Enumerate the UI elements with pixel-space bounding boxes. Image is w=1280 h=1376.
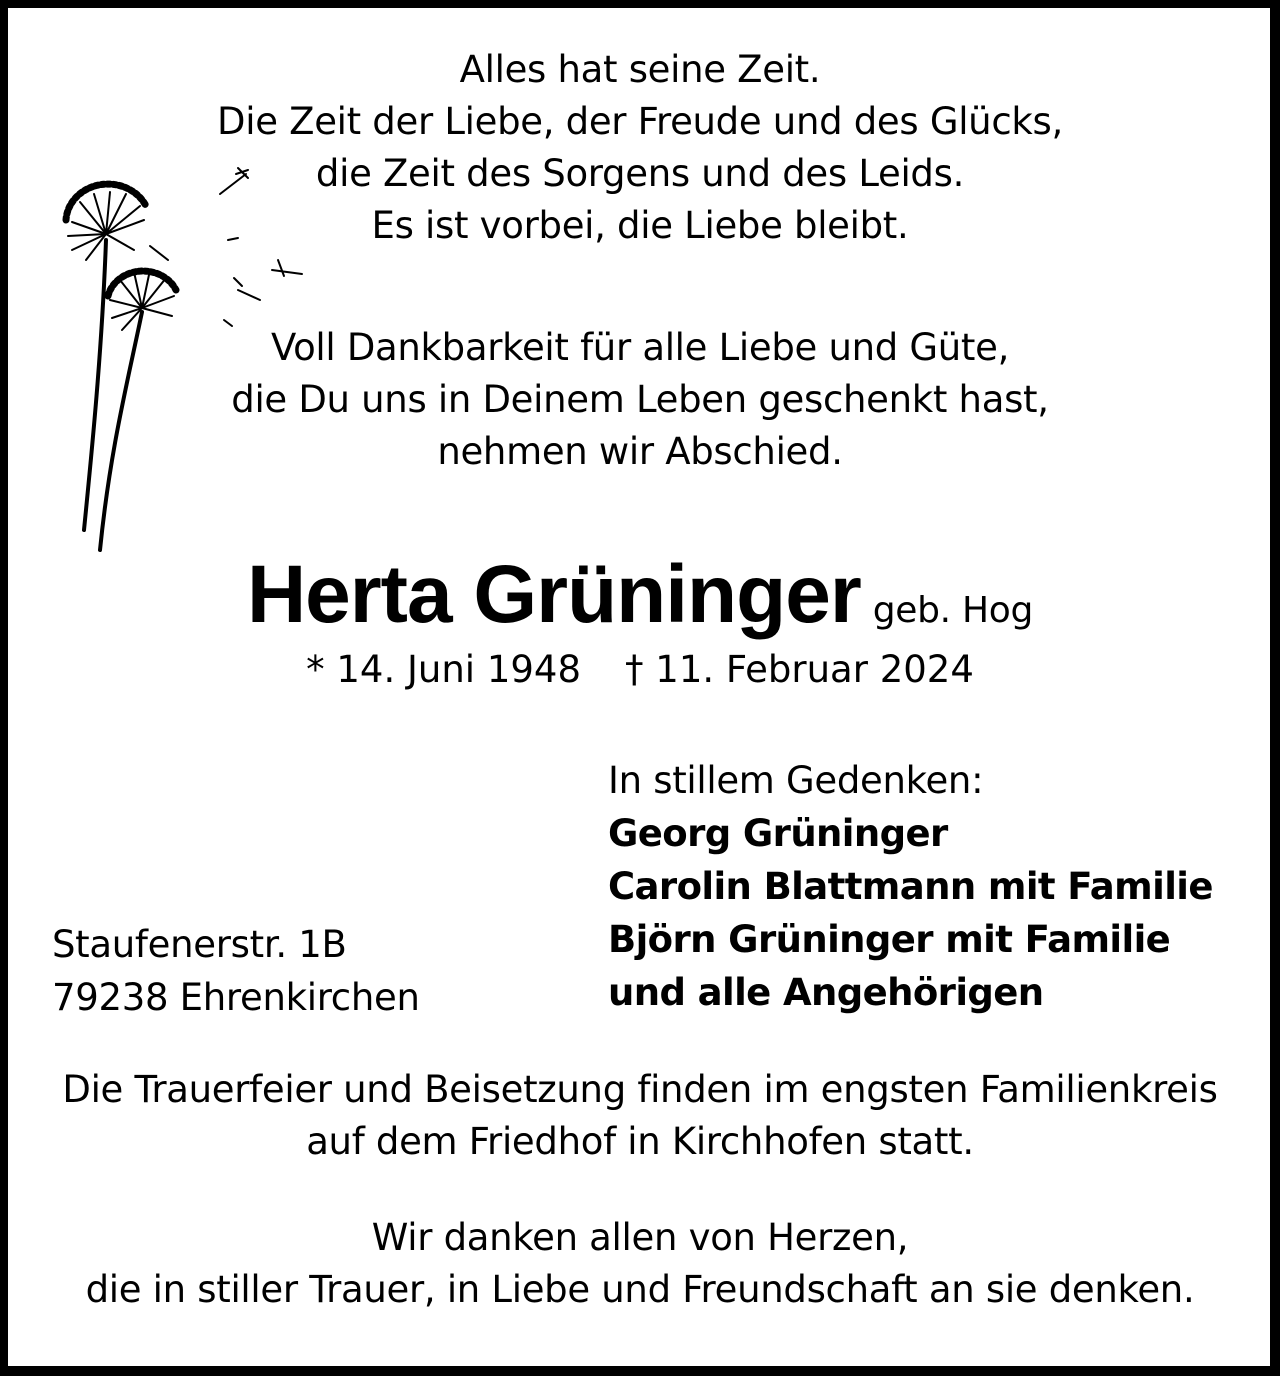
death-date: † 11. Februar 2024: [625, 648, 974, 691]
maiden-name: geb. Hog: [872, 590, 1034, 631]
deceased-heading: [0, 548, 1280, 642]
gratitude-line: Voll Dankbarkeit für alle Liebe und Güte,: [270, 326, 1010, 369]
funeral-line: auf dem Friedhof in Kirchhofen statt.: [306, 1120, 974, 1163]
funeral-notice: [0, 1064, 1280, 1168]
mourner-name: und alle Angehörigen: [608, 971, 1044, 1014]
mourner-name: Carolin Blattmann mit Familie: [608, 865, 1213, 908]
funeral-line: Die Trauerfeier und Beisetzung finden im engsten Familienkreis: [62, 1068, 1218, 1111]
birth-date: * 14. Juni 1948: [306, 648, 582, 691]
deceased-name: Herta Grüninger: [246, 549, 861, 640]
poem: [0, 44, 1280, 252]
poem-line: die Zeit des Sorgens und des Leids.: [315, 152, 965, 195]
mourner-name: Georg Grüninger: [608, 812, 948, 855]
mourners-intro: In stillem Gedenken:: [608, 759, 984, 802]
thanks-text: [0, 1212, 1280, 1316]
poem-line: Alles hat seine Zeit.: [459, 48, 821, 91]
poem-line: Es ist vorbei, die Liebe bleibt.: [371, 204, 909, 247]
thanks-line: Wir danken allen von Herzen,: [371, 1216, 909, 1259]
gratitude-text: [0, 322, 1280, 478]
mourners-list: [608, 754, 1213, 1019]
address-city: 79238 Ehrenkirchen: [52, 976, 420, 1019]
life-dates: [0, 644, 1280, 696]
address: [52, 918, 420, 1024]
poem-line: Die Zeit der Liebe, der Freude und des Glücks,: [217, 100, 1063, 143]
gratitude-line: die Du uns in Deinem Leben geschenkt hast,: [231, 378, 1049, 421]
thanks-line: die in stiller Trauer, in Liebe und Freundschaft an sie denken.: [85, 1268, 1195, 1311]
address-street: Staufenerstr. 1B: [52, 923, 347, 966]
gratitude-line: nehmen wir Abschied.: [437, 430, 843, 473]
mourner-name: Björn Grüninger mit Familie: [608, 918, 1171, 961]
